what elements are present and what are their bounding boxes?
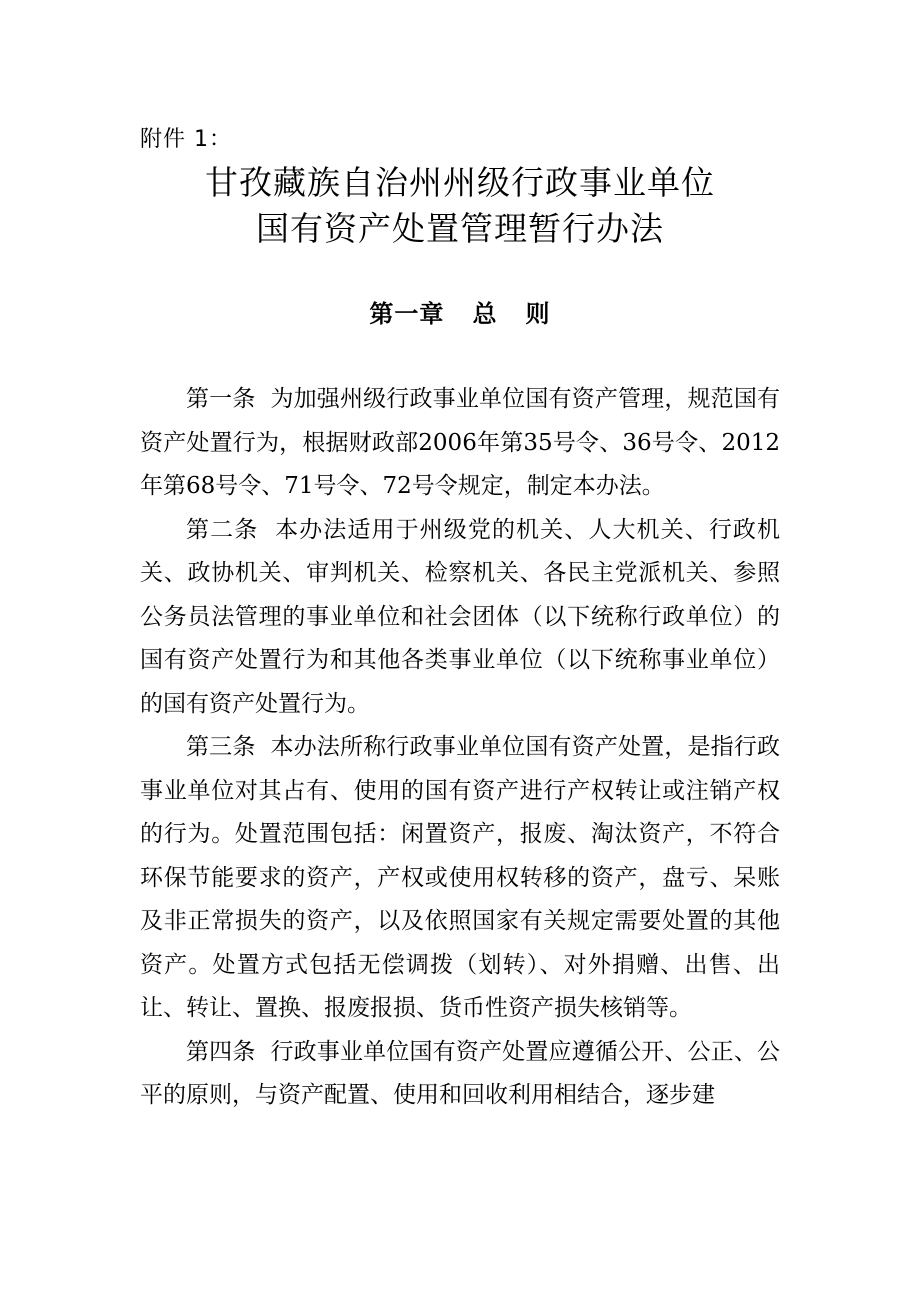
- article-text: 本办法适用于州级党的机关、人大机关、行政机关、政协机关、审判机关、检察机关、各民主党派机关、参照公务员法管理的事业单位和社会团体（以下统称行政单位）的国有资产处置行为和其他各类事业单位（以下统称事业单位）的国有资产处置行为。: [140, 516, 781, 717]
- article-number: 第三条: [186, 734, 271, 760]
- article-text: 本办法所称行政事业单位国有资产处置，是指行政事业单位对其占有、使用的国有资产进行产权转让或注销产权的行为。处置范围包括：闲置资产，报废、淘汰资产，不符合环保节能要求的资产，产权或使用权转移的资产，盘亏、呆账及非正常损失的资产，以及依照国家有关规定需要处置的其他资产。处置方式包括无偿调拨（划转）、对外捐赠、出售、出让、转让、置换、报废报损、货币性资产损失核销等。: [140, 734, 781, 1021]
- article-text: 为加强州级行政事业单位国有资产管理，规范国有资产处置行为，根据财政部2006年第35号令、36号令、2012年第68号令、71号令、72号令规定，制定本办法。: [140, 386, 781, 499]
- article-number: 第一条: [186, 386, 271, 412]
- article-3: [140, 726, 780, 1031]
- article-text: 行政事业单位国有资产处置应遵循公开、公正、公平的原则，与资产配置、使用和回收利用相结合，逐步建: [140, 1038, 781, 1108]
- document-title: [0, 160, 920, 252]
- article-number: 第二条: [186, 516, 276, 543]
- article-2: [140, 509, 780, 727]
- document-body: [140, 378, 780, 1118]
- attachment-label: 附件 1：: [140, 127, 232, 152]
- article-number: 第四条: [186, 1038, 271, 1065]
- article-4: [140, 1031, 780, 1118]
- title-line-2: 国有资产处置管理暂行办法: [256, 209, 664, 248]
- title-line-1: 甘孜藏族自治州州级行政事业单位: [205, 163, 715, 202]
- article-1: [140, 378, 780, 509]
- chapter-heading: 第一章 总 则: [369, 300, 551, 328]
